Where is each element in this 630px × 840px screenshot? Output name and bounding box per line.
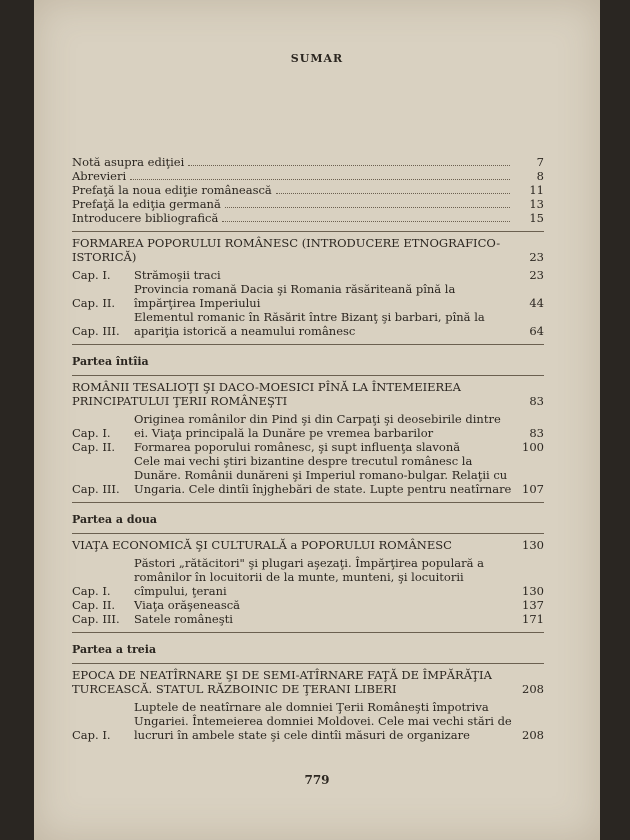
section-page: 83 [529, 394, 544, 408]
toc-entry [72, 211, 544, 225]
toc-entry [72, 183, 544, 197]
chapter-entry [72, 556, 544, 598]
section-title: FORMAREA POPORULUI ROMÂNESC (INTRODUCERE ETNOGRAFICO-ISTORICĂ) [72, 236, 501, 264]
section-title: ROMÂNII TESALIOŢI ŞI DACO-MOESICI PÎNĂ LA ÎNTEMEIEREA PRINCIPATULUI ŢERII ROMÂNEŞTI [72, 380, 461, 408]
toc-entry-page: 7 [536, 155, 544, 169]
toc-entry-page: 11 [529, 183, 544, 197]
chapter-page: 107 [522, 482, 544, 496]
chapter-entry [72, 268, 544, 282]
dot-leader [222, 221, 510, 222]
parts-list [72, 344, 544, 742]
toc-entry [72, 197, 544, 211]
chapter-page: 171 [522, 612, 544, 626]
section-page: 208 [522, 682, 544, 696]
toc-entry-title: Prefaţă la ediţia germană [72, 197, 221, 211]
chapter-entry [72, 454, 544, 496]
chapter-entry [72, 282, 544, 310]
divider [72, 344, 544, 345]
toc-entry-title: Introducere bibliografică [72, 211, 219, 225]
divider [72, 663, 544, 664]
toc-entry [72, 155, 544, 169]
chapter-entry [72, 598, 544, 612]
chapter-entry [72, 700, 544, 742]
chapter-title: Originea românilor din Pind şi din Carpaţi şi deosebirile dintre ei. Viaţa principală la Dunăre pe vremea barbarilor [134, 412, 501, 440]
chapter-title: Viaţa orăşenească [134, 598, 241, 612]
book-page [34, 0, 600, 840]
dot-leader [225, 207, 510, 208]
dot-leader [130, 179, 510, 180]
chapter-label: Cap. III. [72, 324, 120, 338]
chapter-entry [72, 612, 544, 626]
chapter-title: Luptele de neatîrnare ale domniei Ţerii Româneşti împotriva Ungariei. Întemeierea domniei Moldovei. Cele mai vechi stări de lucruri în ambele state şi cele dintîi măsuri de organizare [134, 700, 512, 742]
table-of-contents [72, 155, 544, 742]
section-title: VIAŢA ECONOMICĂ ŞI CULTURALĂ a POPORULUI ROMÂNESC [72, 538, 452, 552]
chapter-label: Cap. I. [72, 584, 111, 598]
part-heading: Partea a treia [72, 643, 157, 656]
toc-entry-title: Abrevieri [72, 169, 127, 183]
section-title-row [72, 668, 544, 696]
chapter-label: Cap. III. [72, 612, 120, 626]
chapter-title: Strămoşii traci [134, 268, 221, 282]
chapter-page: 44 [529, 296, 544, 310]
section-title: EPOCA DE NEATÎRNARE ŞI DE SEMI-ATÎRNARE FAŢĂ DE ÎMPĂRĂŢIA TURCEASCĂ. STATUL RĂZBOINIC DE ŢERANI LIBERI [72, 668, 492, 696]
chapter-page: 23 [529, 268, 544, 282]
chapter-entry [72, 412, 544, 440]
toc-entry-page: 8 [536, 169, 544, 183]
divider [72, 533, 544, 534]
chapter-title: Satele româneşti [134, 612, 233, 626]
toc-entry-title: Prefaţă la noua ediţie românească [72, 183, 272, 197]
chapter-entry [72, 310, 544, 338]
toc-entry-page: 13 [529, 197, 544, 211]
chapter-page: 137 [522, 598, 544, 612]
chapter-page: 64 [529, 324, 544, 338]
divider [72, 632, 544, 633]
chapter-page: 100 [522, 440, 544, 454]
section-title-row [72, 236, 544, 264]
chapter-label: Cap. I. [72, 728, 111, 742]
chapter-page: 83 [529, 426, 544, 440]
chapter-label: Cap. I. [72, 268, 111, 282]
divider [72, 502, 544, 503]
chapter-title: Formarea poporului românesc, şi supt influenţa slavonă [134, 440, 461, 454]
chapter-label: Cap. I. [72, 426, 111, 440]
section-page: 23 [529, 250, 544, 264]
chapter-label: Cap. II. [72, 296, 116, 310]
intro-section [72, 236, 544, 338]
chapter-page: 130 [522, 584, 544, 598]
page-number: 779 [304, 773, 330, 787]
chapter-page: 208 [522, 728, 544, 742]
chapter-title: Elementul romanic în Răsărit între Bizanţ şi barbari, pînă la apariţia istorică a neamului românesc [134, 310, 485, 338]
chapter-title: Cele mai vechi ştiri bizantine despre trecutul românesc la Dunăre. Românii dunăreni şi Imperiul romano-bulgar. Relaţii cu Ungaria. Cele dintîi înjghebări de state. Lupte pentru neatîrnare [134, 454, 512, 496]
divider [72, 375, 544, 376]
toc-entry-page: 15 [529, 211, 544, 225]
chapter-label: Cap. II. [72, 440, 116, 454]
chapter-entry [72, 440, 544, 454]
chapter-title: Păstori „rătăcitori" şi plugari aşezaţi. Împărţirea populară a românilor în locuitorii de la munte, munteni, şi locuitorii cîmpului, ţerani [134, 556, 484, 598]
dot-leader [188, 165, 510, 166]
dot-leader [276, 193, 510, 194]
section-page: 130 [522, 538, 544, 552]
page-title: SUMAR [290, 52, 344, 65]
section-title-row [72, 538, 544, 552]
chapter-label: Cap. II. [72, 598, 116, 612]
chapter-title: Provincia romană Dacia şi Romania răsăriteană pînă la împărţirea Imperiului [134, 282, 456, 310]
toc-entry [72, 169, 544, 183]
front-matter-list [72, 155, 544, 225]
part-heading: Partea întîia [72, 355, 149, 368]
section-title-row [72, 380, 544, 408]
chapter-label: Cap. III. [72, 482, 120, 496]
divider [72, 231, 544, 232]
part-heading: Partea a doua [72, 513, 158, 526]
toc-entry-title: Notă asupra ediţiei [72, 155, 185, 169]
